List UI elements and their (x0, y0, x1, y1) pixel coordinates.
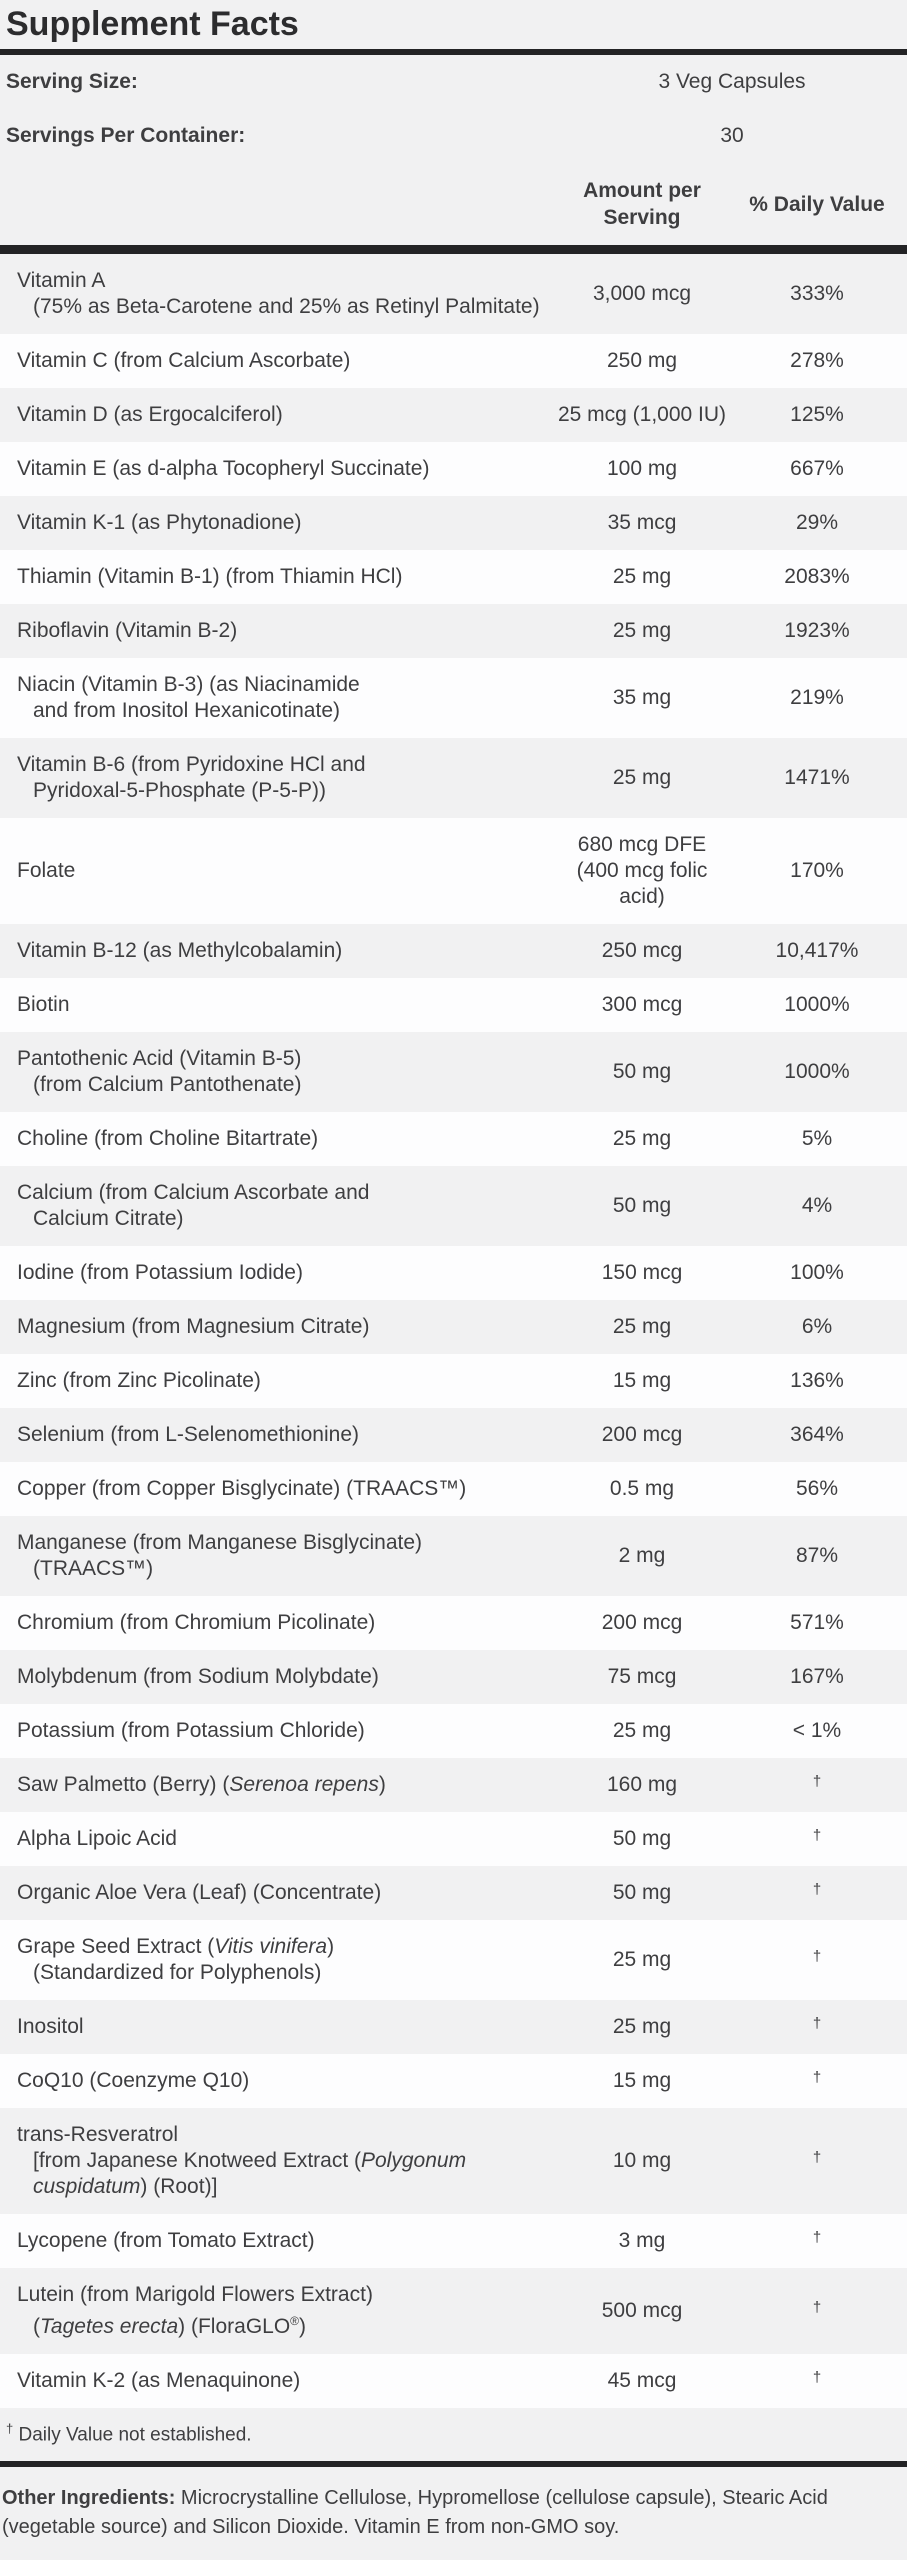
ingredient-name: Alpha Lipoic Acid (17, 1827, 177, 1850)
ingredient-name: Vitamin C (from Calcium Ascorbate) (17, 349, 351, 372)
table-row (0, 1650, 907, 1704)
daily-value-cell (737, 2069, 897, 2093)
table-row (0, 1112, 907, 1166)
table-row (0, 1704, 907, 1758)
table-row (0, 2268, 907, 2354)
daily-value-cell: 100% (790, 1261, 844, 1284)
table-row (0, 604, 907, 658)
dagger-symbol: † (812, 1948, 822, 1965)
ingredient-name: Riboflavin (Vitamin B-2) (17, 619, 238, 642)
ingredient-name: Manganese (from Manganese Bisglycinate) (TRAACS™) (17, 1531, 423, 1580)
table-row (0, 658, 907, 738)
table-row (0, 2054, 907, 2108)
ingredient-name: Organic Aloe Vera (Leaf) (Concentrate) (17, 1881, 382, 1904)
daily-value-cell: 219% (790, 686, 844, 709)
ingredient-name: Vitamin K-1 (as Phytonadione) (17, 511, 302, 534)
amount-cell: 50 mg (612, 1881, 672, 1904)
table-row (0, 2108, 907, 2214)
daily-value-cell (737, 1773, 897, 1797)
amount-cell: 250 mg (606, 349, 678, 372)
ingredient-name: Chromium (from Chromium Picolinate) (17, 1611, 376, 1634)
table-row (0, 1408, 907, 1462)
amount-cell: 25 mg (612, 2015, 672, 2038)
table-row (0, 1866, 907, 1920)
table-row (0, 442, 907, 496)
daily-value-footnote (0, 2408, 907, 2458)
daily-value-cell: 1000% (784, 993, 850, 1016)
daily-value-cell: 333% (790, 282, 844, 305)
footnote-text: Daily Value not established. (13, 2424, 252, 2446)
ingredient-name: Thiamin (Vitamin B-1) (from Thiamin HCl) (17, 565, 403, 588)
ingredient-name: Vitamin D (as Ergocalciferol) (17, 403, 283, 426)
dagger-symbol: † (6, 2421, 14, 2436)
ingredient-name: trans-Resveratrol [from Japanese Knotweed Extract (Polygonum cuspidatum) (Root)] (17, 2123, 467, 2198)
daily-value-cell (737, 1948, 897, 1972)
ingredient-name: Grape Seed Extract (Vitis vinifera) (Standardized for Polyphenols) (17, 1935, 335, 1984)
ingredient-name: Vitamin B-12 (as Methylcobalamin) (17, 939, 343, 962)
daily-value-cell: 136% (790, 1369, 844, 1392)
ingredient-name: Lutein (from Marigold Flowers Extract) (Tagetes erecta) (FloraGLO®) (17, 2283, 373, 2338)
table-row (0, 818, 907, 924)
daily-value-cell (737, 2299, 897, 2323)
daily-value-cell (737, 2369, 897, 2393)
facts-table (0, 254, 907, 2408)
amount-cell: 25 mg (612, 565, 672, 588)
panel-title: Supplement Facts (6, 5, 299, 43)
table-row (0, 334, 907, 388)
dagger-symbol: † (812, 2149, 822, 2166)
daily-value-cell: 1471% (784, 766, 850, 789)
amount-cell: 25 mg (612, 619, 672, 642)
other-ingredients-text: Microcrystalline Cellulose, Hypromellose (cellulose capsule), Stearic Acid (vegetable source) and Silicon Dioxide. Vitamin E from non-GMO soy. (2, 2487, 828, 2539)
ingredient-name: Pantothenic Acid (Vitamin B-5) (from Calcium Pantothenate) (17, 1047, 302, 1096)
ingredient-name: Choline (from Choline Bitartrate) (17, 1127, 319, 1150)
daily-value-cell (737, 1881, 897, 1905)
amount-cell: 100 mg (606, 457, 678, 480)
column-headers-row (0, 163, 907, 245)
daily-value-cell: 29% (795, 511, 839, 534)
table-row (0, 2000, 907, 2054)
ingredient-name: Vitamin K-2 (as Menaquinone) (17, 2369, 301, 2392)
amount-cell: 160 mg (606, 1773, 678, 1796)
amount-cell: 50 mg (612, 1827, 672, 1850)
ingredient-name: Biotin (17, 993, 70, 1016)
table-row (0, 1166, 907, 1246)
ingredient-name: Calcium (from Calcium Ascorbate and Calcium Citrate) (17, 1181, 370, 1230)
other-ingredients-label: Other Ingredients: (2, 2487, 176, 2510)
amount-cell: 50 mg (612, 1194, 672, 1217)
dagger-symbol: † (812, 1773, 822, 1790)
amount-cell: 25 mg (612, 766, 672, 789)
amount-cell: 200 mcg (601, 1611, 683, 1634)
table-row (0, 738, 907, 818)
daily-value-cell: 5% (801, 1127, 833, 1150)
amount-cell: 150 mcg (601, 1261, 683, 1284)
dagger-symbol: † (812, 1881, 822, 1898)
ingredient-name: Vitamin A (75% as Beta-Carotene and 25% as Retinyl Palmitate) (17, 269, 540, 318)
amount-cell: 25 mg (612, 1315, 672, 1338)
ingredient-name: Selenium (from L-Selenomethionine) (17, 1423, 359, 1446)
table-row (0, 2214, 907, 2268)
table-row (0, 1246, 907, 1300)
ingredient-name: Vitamin B-6 (from Pyridoxine HCl and Pyridoxal-5-Phosphate (P-5-P)) (17, 753, 366, 802)
amount-cell: 3,000 mcg (592, 282, 692, 305)
other-ingredients (0, 2467, 907, 2542)
ingredient-name: Niacin (Vitamin B-3) (as Niacinamide and from Inositol Hexanicotinate) (17, 673, 360, 722)
amount-cell: 15 mg (612, 1369, 672, 1392)
daily-value-cell: 125% (790, 403, 844, 426)
ingredient-name: Magnesium (from Magnesium Citrate) (17, 1315, 370, 1338)
amount-cell: 50 mg (612, 1060, 672, 1083)
ingredient-name: Iodine (from Potassium Iodide) (17, 1261, 303, 1284)
serving-size-value: 3 Veg Capsules (658, 70, 806, 93)
table-row (0, 1812, 907, 1866)
daily-value-cell (737, 2015, 897, 2039)
ingredient-name: Inositol (17, 2015, 84, 2038)
amount-cell: 35 mcg (607, 511, 677, 534)
table-row (0, 1920, 907, 2000)
amount-cell: 25 mg (612, 1127, 672, 1150)
daily-value-cell (737, 1827, 897, 1851)
daily-value-cell: < 1% (792, 1719, 842, 1742)
dagger-symbol: † (812, 2229, 822, 2246)
daily-value-cell: 1000% (784, 1060, 850, 1083)
amount-cell: 3 mg (618, 2229, 666, 2252)
daily-value-cell: 667% (790, 457, 844, 480)
amount-cell: 45 mcg (607, 2369, 677, 2392)
ingredient-name: CoQ10 (Coenzyme Q10) (17, 2069, 250, 2092)
daily-value-cell: 10,417% (775, 939, 859, 962)
ingredient-name: Lycopene (from Tomato Extract) (17, 2229, 315, 2252)
servings-per-container-label: Servings Per Container: (6, 124, 246, 147)
amount-cell: 200 mcg (601, 1423, 683, 1446)
serving-size-row (0, 55, 907, 109)
ingredient-name: Zinc (from Zinc Picolinate) (17, 1369, 261, 1392)
amount-per-serving-header: Amount per Serving (583, 179, 701, 229)
table-row (0, 1300, 907, 1354)
amount-cell: 75 mcg (607, 1665, 677, 1688)
dagger-symbol: † (812, 2299, 822, 2316)
daily-value-cell: 4% (801, 1194, 833, 1217)
header-divider (0, 245, 907, 254)
daily-value-cell (737, 2149, 897, 2173)
dagger-symbol: † (812, 1827, 822, 1844)
table-row (0, 496, 907, 550)
ingredient-name: Saw Palmetto (Berry) (Serenoa repens) (17, 1773, 386, 1796)
table-row (0, 1462, 907, 1516)
daily-value-cell: 571% (790, 1611, 844, 1634)
dagger-symbol: † (812, 2369, 822, 2386)
ingredient-name: Molybdenum (from Sodium Molybdate) (17, 1665, 379, 1688)
table-row (0, 388, 907, 442)
table-row (0, 254, 907, 334)
daily-value-cell: 170% (790, 859, 844, 882)
daily-value-header: % Daily Value (749, 192, 885, 216)
daily-value-cell: 6% (801, 1315, 833, 1338)
table-row (0, 1596, 907, 1650)
amount-cell: 300 mcg (601, 993, 683, 1016)
amount-cell: 15 mg (612, 2069, 672, 2092)
dagger-symbol: † (812, 2069, 822, 2086)
ingredient-name: Vitamin E (as d-alpha Tocopheryl Succinate) (17, 457, 430, 480)
amount-cell: 0.5 mg (609, 1477, 675, 1500)
daily-value-cell: 364% (790, 1423, 844, 1446)
amount-cell: 35 mg (612, 686, 672, 709)
panel-header (0, 0, 907, 43)
servings-per-container-row (0, 109, 907, 163)
amount-cell: 2 mg (618, 1544, 666, 1567)
daily-value-cell (737, 2229, 897, 2253)
table-row (0, 978, 907, 1032)
daily-value-cell: 56% (795, 1477, 839, 1500)
amount-cell: 680 mcg DFE (400 mcg folic acid) (576, 833, 708, 908)
table-row (0, 1516, 907, 1596)
amount-cell: 10 mg (612, 2149, 672, 2172)
dagger-symbol: † (812, 2015, 822, 2032)
table-row (0, 2354, 907, 2408)
ingredient-name: Folate (17, 859, 76, 882)
amount-cell: 25 mcg (1,000 IU) (557, 403, 727, 426)
table-row (0, 1354, 907, 1408)
amount-cell: 25 mg (612, 1719, 672, 1742)
ingredient-name: Potassium (from Potassium Chloride) (17, 1719, 365, 1742)
serving-size-label: Serving Size: (6, 70, 138, 93)
ingredient-name: Copper (from Copper Bisglycinate) (TRAACS™) (17, 1477, 467, 1500)
table-row (0, 550, 907, 604)
table-row (0, 924, 907, 978)
daily-value-cell: 1923% (784, 619, 850, 642)
table-row (0, 1032, 907, 1112)
table-row (0, 1758, 907, 1812)
amount-cell: 25 mg (612, 1948, 672, 1971)
servings-per-container-value: 30 (720, 124, 744, 147)
daily-value-cell: 2083% (784, 565, 850, 588)
daily-value-cell: 278% (790, 349, 844, 372)
amount-cell: 250 mcg (601, 939, 683, 962)
daily-value-cell: 87% (795, 1544, 839, 1567)
amount-cell: 500 mcg (601, 2299, 683, 2322)
daily-value-cell: 167% (790, 1665, 844, 1688)
